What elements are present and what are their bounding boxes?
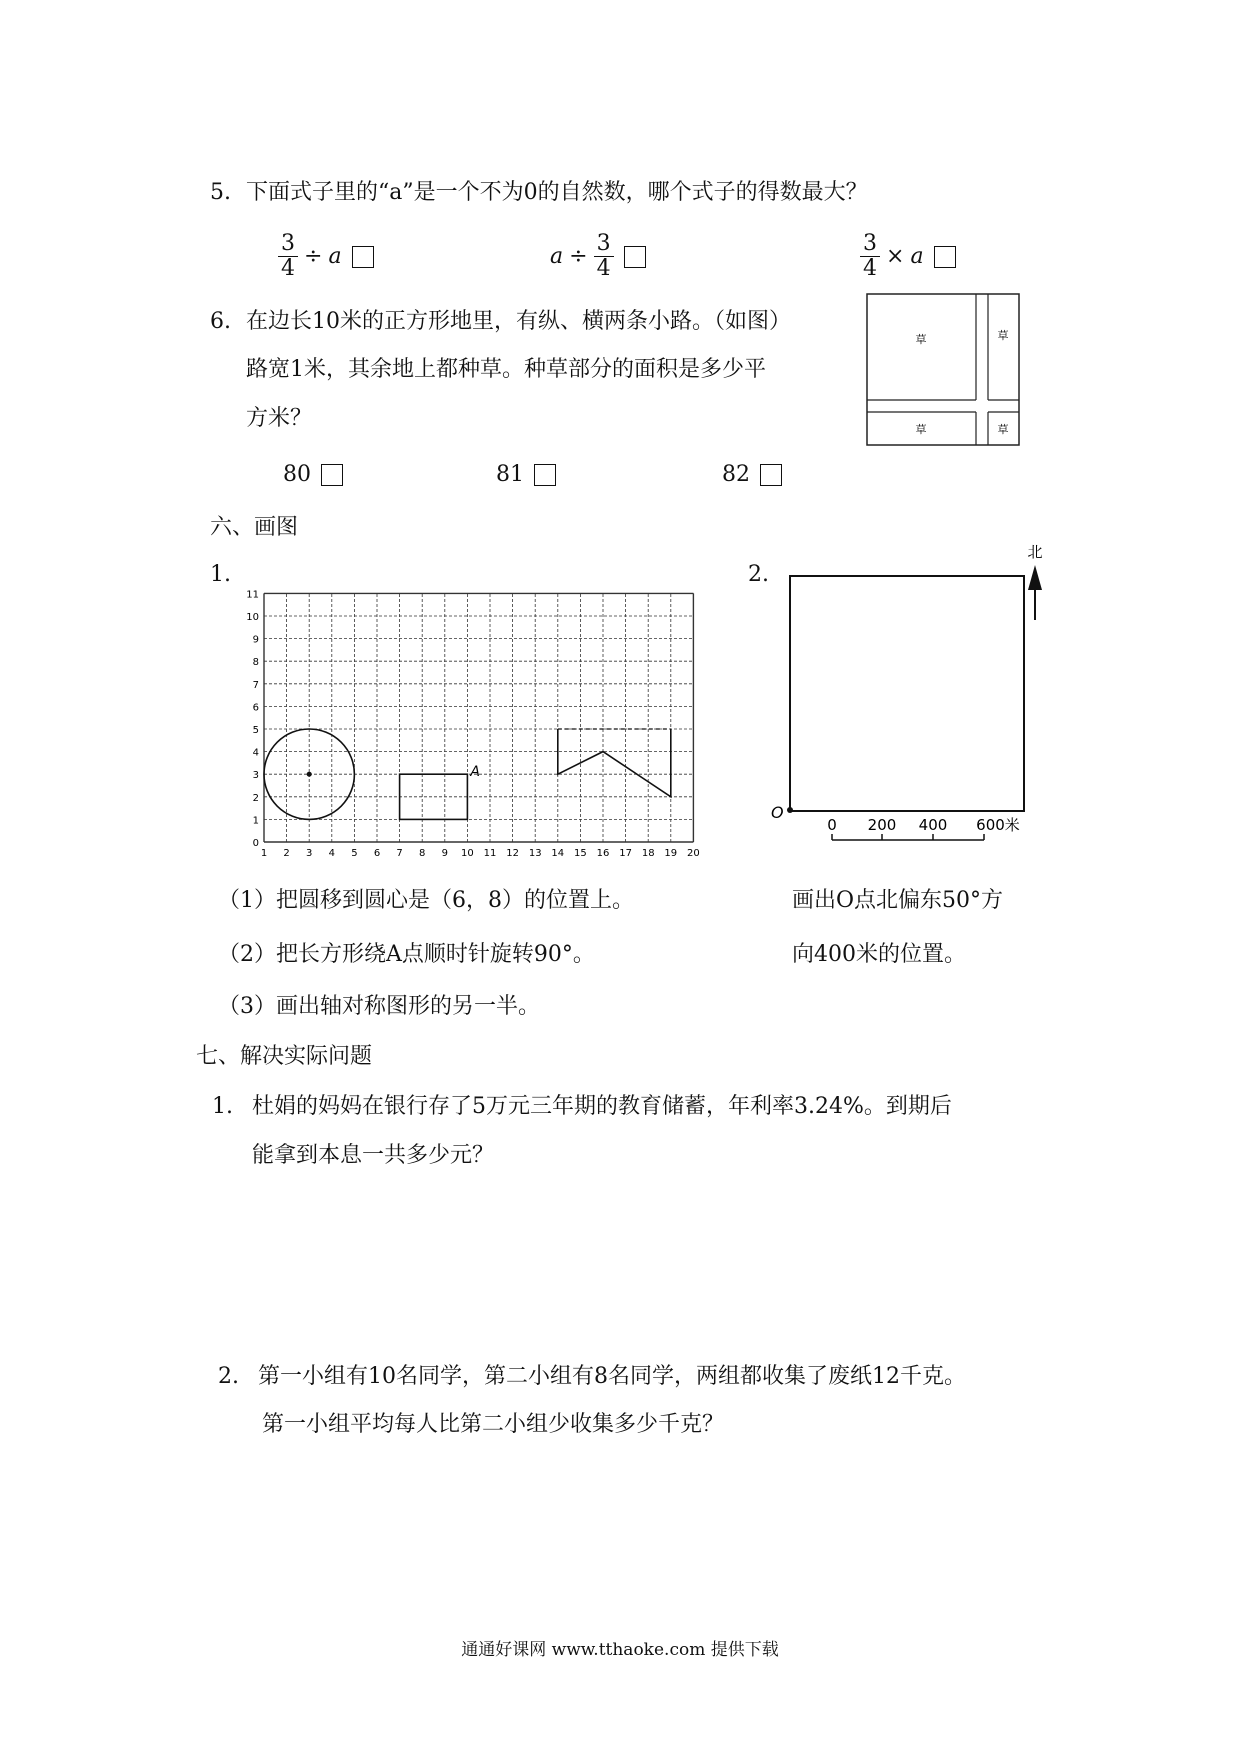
footer-credit: 通通好课网 www.tthaoke.com 提供下载 xyxy=(461,1640,779,1660)
x-tick-label: 5 xyxy=(351,848,358,859)
compass-task-line-2: 向400米的位置。 xyxy=(792,942,966,967)
point-a-label: A xyxy=(470,764,480,781)
drawing-1-number: 1. xyxy=(210,562,231,587)
section-7-title: 七、解决实际问题 xyxy=(196,1044,373,1069)
x-tick-label: 19 xyxy=(664,848,678,859)
problem-1-line-1: 杜娟的妈妈在银行存了5万元三年期的教育储蓄，年利率3.24%。到期后 xyxy=(252,1094,952,1119)
north-arrow-icon xyxy=(1028,565,1042,620)
problem-1-line-2: 能拿到本息一共多少元？ xyxy=(252,1143,495,1168)
grass-label: 草 xyxy=(997,423,1009,436)
y-tick-label: 6 xyxy=(252,702,259,714)
drawing-2-number: 2. xyxy=(748,562,769,587)
q6-line-1: 在边长10米的正方形地里，有纵、横两条小路。（如图） xyxy=(246,309,791,334)
x-tick-label: 16 xyxy=(596,848,610,859)
y-tick-label: 5 xyxy=(252,725,259,736)
q6-option-2: 81 xyxy=(496,462,556,487)
q5-option-2: a ÷ $\frac{3}{4}$ xyxy=(550,232,646,281)
scale-label: 200 xyxy=(867,816,897,834)
q5-text: 下面式子里的“a”是一个不为0的自然数，哪个式子的得数最大？ xyxy=(246,180,868,205)
x-tick-label: 13 xyxy=(528,848,542,859)
answer-checkbox[interactable] xyxy=(934,246,956,268)
grass-label: 草 xyxy=(997,329,1009,342)
section-6-title: 六、画图 xyxy=(210,515,299,540)
problem-2-number: 2. xyxy=(218,1364,239,1389)
x-tick-label: 18 xyxy=(641,848,655,859)
scale-bar xyxy=(827,816,1020,840)
fraction: $\frac{3}{4}$ xyxy=(278,232,298,281)
x-tick-label: 14 xyxy=(551,848,565,859)
half-symmetric-figure xyxy=(558,729,671,797)
scale-label: 0 xyxy=(827,816,837,834)
y-tick-label: 9 xyxy=(252,634,259,646)
compass-drawing xyxy=(770,540,1070,860)
x-tick-label: 9 xyxy=(441,848,448,859)
y-tick-label: 11 xyxy=(246,589,259,601)
y-tick-label: 10 xyxy=(246,612,259,623)
x-tick-label: 17 xyxy=(619,848,632,859)
grass-label: 草 xyxy=(915,423,927,436)
y-tick-label: 1 xyxy=(252,815,259,827)
x-tick-label: 3 xyxy=(306,848,313,859)
scale-label: 400 xyxy=(918,816,948,834)
x-tick-label: 12 xyxy=(506,848,519,859)
q5-number: 5. xyxy=(210,180,231,205)
drawing-task-1: （1）把圆移到圆心是（6，8）的位置上。 xyxy=(218,888,634,913)
q6-line-3: 方米？ xyxy=(246,406,313,431)
x-tick-label: 7 xyxy=(396,848,403,859)
y-tick-label: 0 xyxy=(252,838,259,849)
problem-2-line-1: 第一小组有10名同学，第二小组有8名同学，两组都收集了废纸12千克。 xyxy=(258,1364,966,1389)
drawing-task-2: （2）把长方形绕A点顺时针旋转90°。 xyxy=(218,942,595,967)
answer-checkbox[interactable] xyxy=(534,464,556,486)
answer-checkbox[interactable] xyxy=(760,464,782,486)
x-tick-label: 10 xyxy=(461,848,474,859)
x-tick-label: 2 xyxy=(283,848,290,859)
y-tick-label: 3 xyxy=(252,770,259,782)
x-tick-label: 4 xyxy=(328,848,335,859)
compass-task-line-1: 画出O点北偏东50°方 xyxy=(792,888,1004,913)
drawing-task-3: （3）画出轴对称图形的另一半。 xyxy=(218,994,540,1019)
y-tick-label: 4 xyxy=(252,747,259,759)
x-tick-label: 1 xyxy=(260,848,268,859)
answer-checkbox[interactable] xyxy=(321,464,343,486)
coordinate-grid xyxy=(232,585,712,860)
q6-line-2: 路宽1米，其余地上都种草。种草部分的面积是多少平 xyxy=(246,357,766,382)
q6-number: 6. xyxy=(210,309,231,334)
grass-label: 草 xyxy=(915,333,927,346)
y-tick-label: 2 xyxy=(252,792,259,804)
answer-checkbox[interactable] xyxy=(352,246,374,268)
x-tick-label: 20 xyxy=(687,848,700,859)
q6-option-3: 82 xyxy=(722,462,782,487)
problem-1-number: 1. xyxy=(212,1094,233,1119)
x-tick-label: 8 xyxy=(419,848,426,859)
scale-label: 600米 xyxy=(976,816,1020,834)
origin-point xyxy=(787,807,793,813)
problem-2-line-2: 第一小组平均每人比第二小组少收集多少千克？ xyxy=(262,1412,725,1437)
x-tick-label: 15 xyxy=(574,848,587,859)
q5-option-1: $\frac{3}{4}$ ÷ a xyxy=(278,232,374,281)
circle-center-dot xyxy=(307,772,312,777)
answer-checkbox[interactable] xyxy=(624,246,646,268)
fraction: $\frac{3}{4}$ xyxy=(860,232,880,281)
x-tick-label: 6 xyxy=(373,848,381,859)
origin-label: O xyxy=(771,803,784,822)
north-label: 北 xyxy=(1027,543,1043,561)
y-tick-label: 7 xyxy=(252,679,259,691)
y-tick-label: 8 xyxy=(252,657,259,669)
q6-option-1: 80 xyxy=(283,462,343,487)
fraction: $\frac{3}{4}$ xyxy=(594,232,614,281)
q5-option-3: $\frac{3}{4}$ × a xyxy=(860,232,956,281)
x-tick-label: 11 xyxy=(483,848,497,859)
q6-square-field-figure xyxy=(866,293,1024,448)
